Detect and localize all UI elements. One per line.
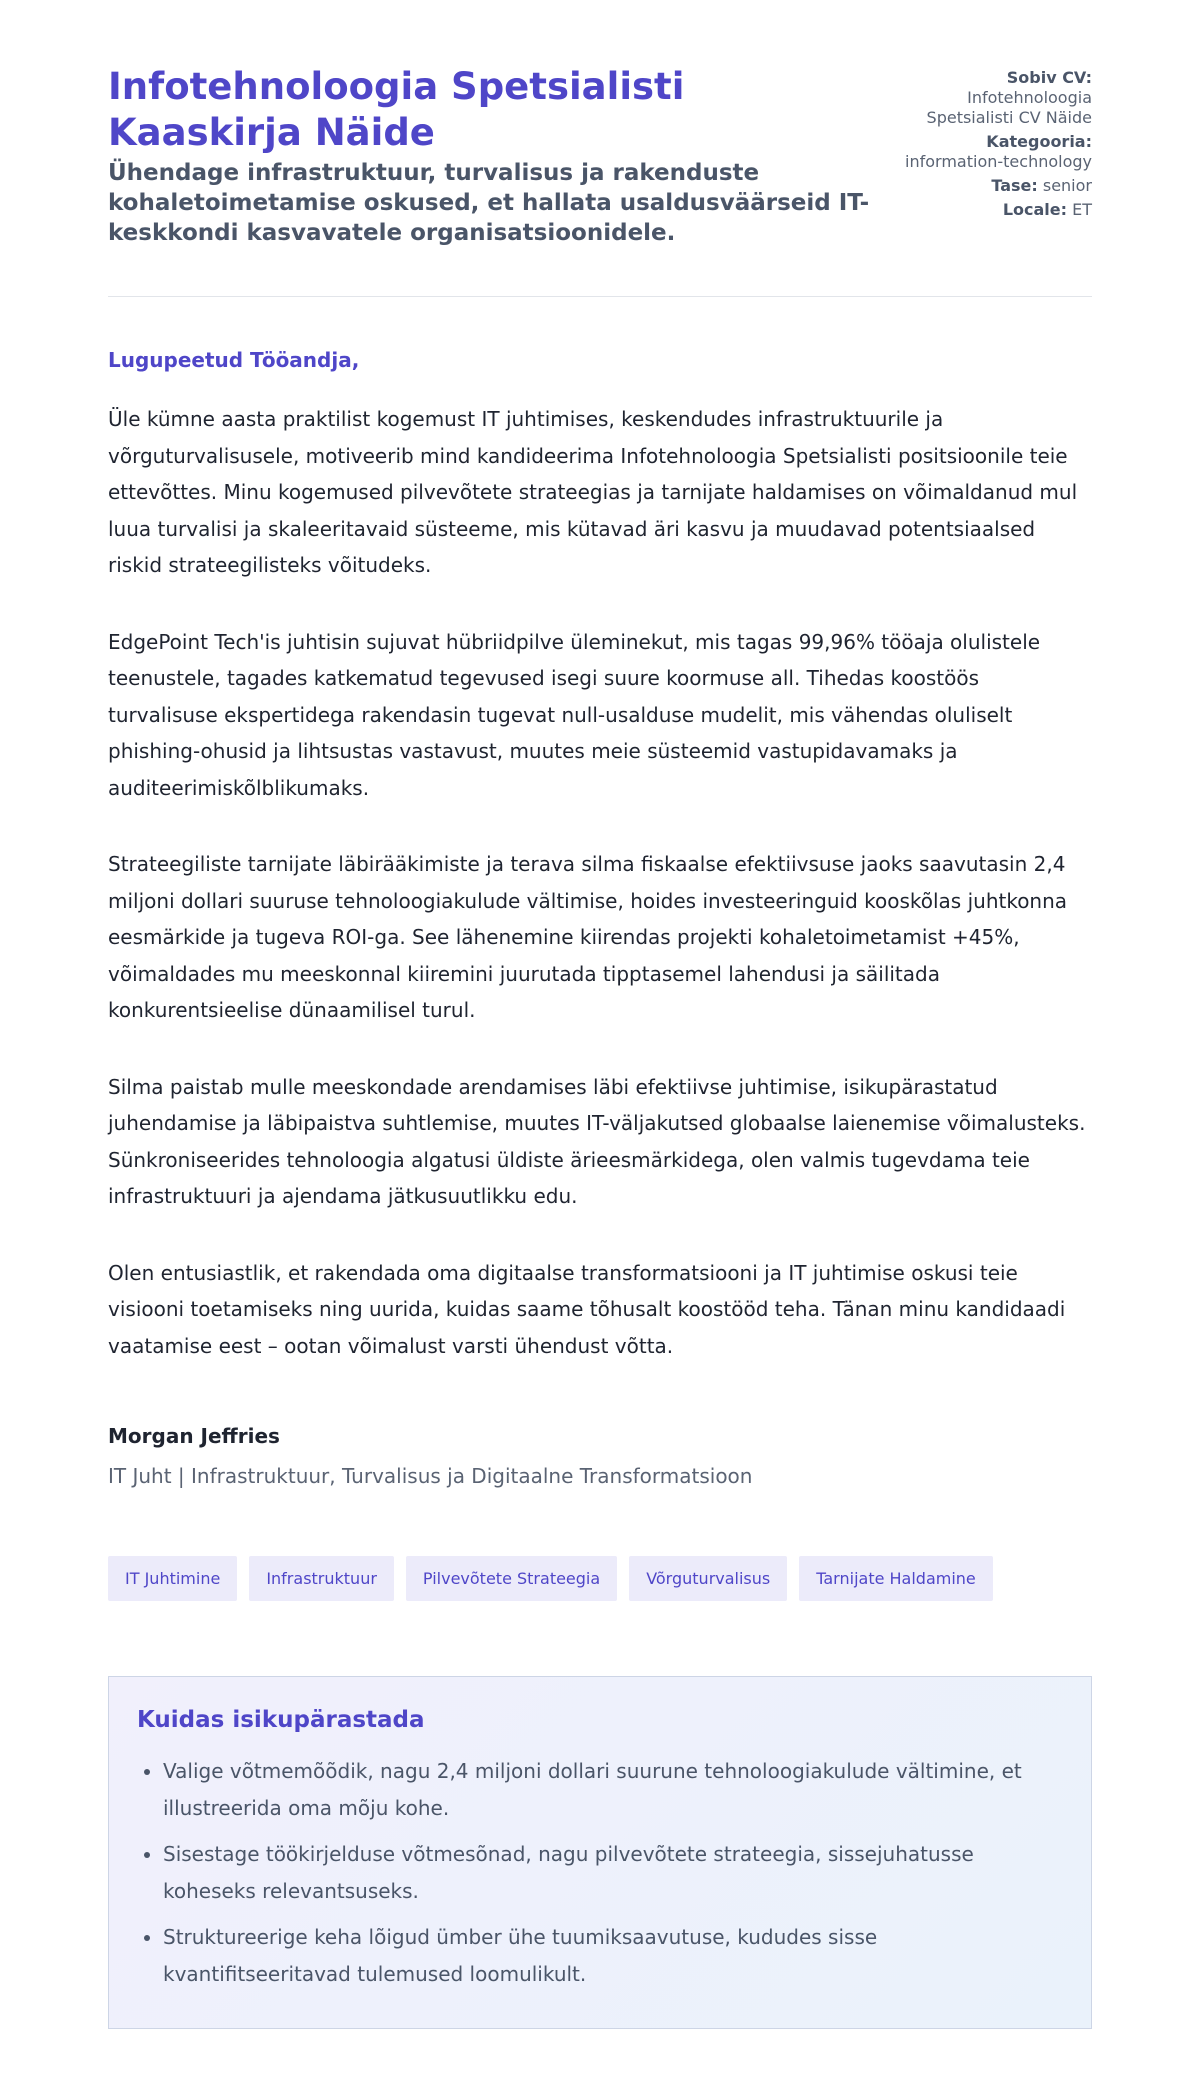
skill-tag[interactable]: Võrguturvalisus [629,1556,787,1601]
page-title: Infotehnoloogia Spetsialisti Kaaskirja Näide [108,65,685,154]
skill-tag[interactable]: IT Juhtimine [108,1556,237,1601]
letter-paragraph: Strateegiliste tarnijate läbirääkimiste ja terava silma fiskaalse efektiivsuse jaoks saavutasin 2,4 miljoni dollari suuruse tehnoloogiakulude vältimise, hoides investeeringuid kooskõlas juhtkonna eesmärkide ja tugeva ROI-ga. See lähenemine kiirendas projekti kohaletoimetamist +45%, võimaldades mu meeskonnal kiiremini juurutada tipptasemel lahendusi ja säilitada konkurentsieelise dünaamilisel turul. [108,852,1068,1022]
signature-title: IT Juht | Infrastruktuur, Turvalisus ja Digitaalne Transformatsioon [108,1464,753,1488]
skill-tags [108,1556,993,1601]
meta-cv-value[interactable]: Infotehnoloogia Spetsialisti CV Näide [926,88,1092,127]
letter-paragraph: Olen entusiastlik, et rakendada oma digitaalse transformatsiooni ja IT juhtimise oskusi teie visiooni toetamiseks ning uurida, kuidas saame tõhusalt koostööd teha. Tänan minu kandidaadi vaatamise eest – ootan võimalust varsti ühendust võtta. [108,1260,1066,1358]
skill-tag[interactable]: Tarnijate Haldamine [799,1556,993,1601]
meta-category-label: Kategooria: [986,132,1092,151]
signature-name: Morgan Jeffries [108,1424,280,1448]
letter-paragraph: Silma paistab mulle meeskondade arendamises läbi efektiivse juhtimise, isikupärastatud juhendamise ja läbipaistva suhtlemise, muutes IT-väljakutsed globaalse laienemise võimalusteks. Sünkroniseerides tehnoloogia algatusi üldiste ärieesmärkidega, olen valmis tugevdama teie infrastruktuuri ja ajendama jätkusuutlikku edu. [108,1074,1086,1208]
meta-level-label: Tase: [991,176,1038,195]
meta-category-value: information-technology [905,152,1092,171]
letter-body [108,401,1092,1404]
skill-tag[interactable]: Infrastruktuur [249,1556,394,1601]
meta-locale-label: Locale: [1002,200,1068,219]
tips-list [137,1753,1063,1992]
page-subtitle: Ühendage infrastruktuur, turvalisus ja rakenduste kohaletoimetamise oskused, et hallata usaldusväärseid IT-keskkondi kasvavatele organisatsioonidele. [108,160,870,246]
header-divider [108,296,1092,297]
salutation: Lugupeetud Tööandja, [108,348,360,372]
letter-paragraph: EdgePoint Tech'is juhtisin sujuvat hübriidpilve üleminekut, mis tagas 99,96% tööaja olulistele teenustele, tagades katkematud tegevused isegi suure koormuse all. Tihedas koostöös turvalisuse ekspertidega rakendasin tugevat null-usalduse mudelit, mis vähendas oluliselt phishing-ohusid ja lihtsustas vastavust, muutes meie süsteemid vastupidavamaks ja auditeerimiskõlblikumaks. [108,629,1041,800]
meta-locale [892,200,1092,220]
meta-cv [892,68,1092,128]
meta-panel [892,68,1092,224]
tips-item: • Valige võtmemõõdik, nagu 2,4 miljoni dollari suurune tehnoloogiakulude vältimine, et illustreerida oma mõju kohe. [163,1753,1063,1826]
page-header [108,64,1092,248]
meta-cv-label: Sobiv CV: [1006,68,1092,87]
tips-item: • Sisestage töökirjelduse võtmesõnad, nagu pilvevõtete strateegia, sissejuhatusse koheseks relevantsuseks. [163,1836,1063,1909]
meta-category [892,132,1092,172]
meta-level-value: senior [1042,176,1092,195]
personalization-tips [108,1676,1092,2029]
tips-item: • Struktureerige keha lõigud ümber ühe tuumiksaavutuse, kududes sisse kvantifitseeritavad tulemused loomulikult. [163,1919,1063,1992]
tips-title: Kuidas isikupärastada [137,1707,425,1733]
meta-level [892,176,1092,196]
letter-paragraph: Üle kümne aasta praktilist kogemust IT juhtimises, keskendudes infrastruktuurile ja võrguturvalisusele, motiveerib mind kandideerima Infotehnoloogia Spetsialisti positsioonile teie ettevõttes. Minu kogemused pilvevõtete strateegias ja tarnijate haldamises on võimaldanud mul luua turvalisi ja skaleeritavaid süsteeme, mis kütavad äri kasvu ja muudavad potentsiaalsed riskid strateegilisteks võitudeks. [108,407,1078,577]
skill-tag[interactable]: Pilvevõtete Strateegia [406,1556,617,1601]
meta-locale-value: ET [1072,200,1092,219]
